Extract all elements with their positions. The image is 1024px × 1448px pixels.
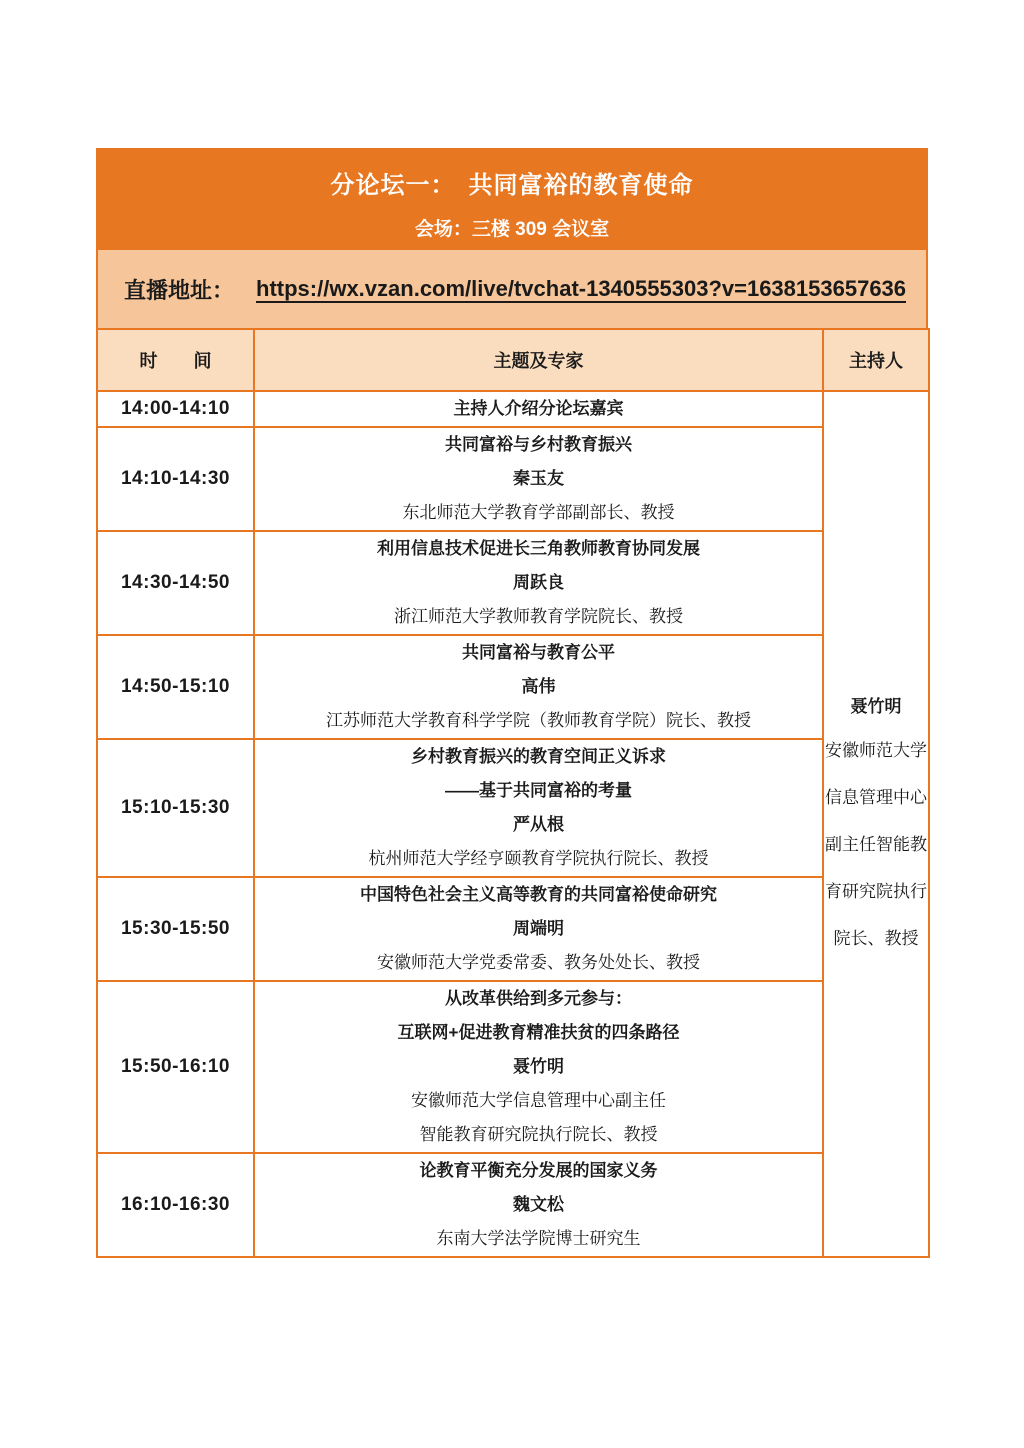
speaker-affiliation: 智能教育研究院执行院长、教授 <box>419 1125 658 1144</box>
table-row <box>97 391 929 427</box>
session-topic-cell <box>254 981 823 1153</box>
speaker-affiliation: 安徽师范大学信息管理中心副主任 <box>411 1091 666 1110</box>
session-time: 16:10-16:30 <box>97 1153 254 1257</box>
col-header-topic: 主题及专家 <box>254 329 823 391</box>
speaker-name: 周端明 <box>513 919 564 938</box>
speaker-name: 聂竹明 <box>513 1057 564 1076</box>
forum-banner <box>96 148 928 248</box>
host-cell <box>823 391 929 1257</box>
speaker-name: 魏文松 <box>513 1195 564 1214</box>
session-title-line: ——基于共同富裕的考量 <box>445 781 632 800</box>
session-title-line: 利用信息技术促进长三角教师教育协同发展 <box>377 539 700 558</box>
speaker-affiliation: 安徽师范大学党委常委、教务处处长、教授 <box>377 953 700 972</box>
forum-venue: 会场：三楼 309 会议室 <box>414 219 610 240</box>
session-time: 14:30-14:50 <box>97 531 254 635</box>
session-topic-cell <box>254 739 823 877</box>
live-address-label: 直播地址： <box>124 277 235 303</box>
session-time: 15:30-15:50 <box>97 877 254 981</box>
session-time: 15:10-15:30 <box>97 739 254 877</box>
table-row <box>97 739 929 877</box>
session-topic-cell <box>254 1153 823 1257</box>
speaker-affiliation: 江苏师范大学教育科学学院（教师教育学院）院长、教授 <box>326 711 751 730</box>
session-topic-cell <box>254 391 823 427</box>
host-name: 聂竹明 <box>850 696 902 716</box>
session-title-line: 乡村教育振兴的教育空间正义诉求 <box>411 747 666 766</box>
session-title-line: 中国特色社会主义高等教育的共同富裕使命研究 <box>360 885 717 904</box>
table-row <box>97 877 929 981</box>
speaker-affiliation: 浙江师范大学教师教育学院院长、教授 <box>394 607 683 626</box>
schedule-table <box>96 328 930 1258</box>
table-row <box>97 635 929 739</box>
session-topic-cell <box>254 877 823 981</box>
session-title-line: 共同富裕与教育公平 <box>462 643 615 662</box>
session-time: 14:10-14:30 <box>97 427 254 531</box>
session-time: 14:50-15:10 <box>97 635 254 739</box>
session-topic-cell <box>254 427 823 531</box>
session-time: 14:00-14:10 <box>97 391 254 427</box>
forum-title: 分论坛一： 共同富裕的教育使命 <box>330 172 694 199</box>
speaker-name: 高伟 <box>521 677 556 696</box>
speaker-name: 秦玉友 <box>513 469 564 488</box>
session-title-line: 论教育平衡充分发展的国家义务 <box>419 1161 658 1180</box>
table-row <box>97 1153 929 1257</box>
session-title-line: 从改革供给到多元参与： <box>445 989 632 1008</box>
session-title-line: 共同富裕与乡村教育振兴 <box>445 435 632 454</box>
live-stream-link[interactable]: https://wx.vzan.com/live/tvchat-1340555303?v=1638153657636 <box>256 276 907 301</box>
session-topic-cell <box>254 635 823 739</box>
col-header-host: 主持人 <box>823 329 929 391</box>
live-stream-bar <box>96 248 928 328</box>
speaker-name: 周跃良 <box>513 573 564 592</box>
col-header-time: 时 间 <box>97 329 254 391</box>
speaker-name: 严从根 <box>513 815 564 834</box>
session-title-line: 主持人介绍分论坛嘉宾 <box>453 399 624 418</box>
session-time: 15:50-16:10 <box>97 981 254 1153</box>
forum-schedule <box>96 148 928 1258</box>
session-title-line: 互联网+促进教育精准扶贫的四条路径 <box>397 1023 680 1042</box>
table-header-row <box>97 329 929 391</box>
speaker-affiliation: 东南大学法学院博士研究生 <box>436 1229 641 1248</box>
table-row <box>97 981 929 1153</box>
table-row <box>97 531 929 635</box>
host-affiliation: 安徽师范大学信息管理中心副主任智能教育研究院执行院长、教授 <box>825 740 927 948</box>
session-topic-cell <box>254 531 823 635</box>
table-row <box>97 427 929 531</box>
speaker-affiliation: 东北师范大学教育学部副部长、教授 <box>402 503 675 522</box>
speaker-affiliation: 杭州师范大学经亨颐教育学院执行院长、教授 <box>368 849 709 868</box>
